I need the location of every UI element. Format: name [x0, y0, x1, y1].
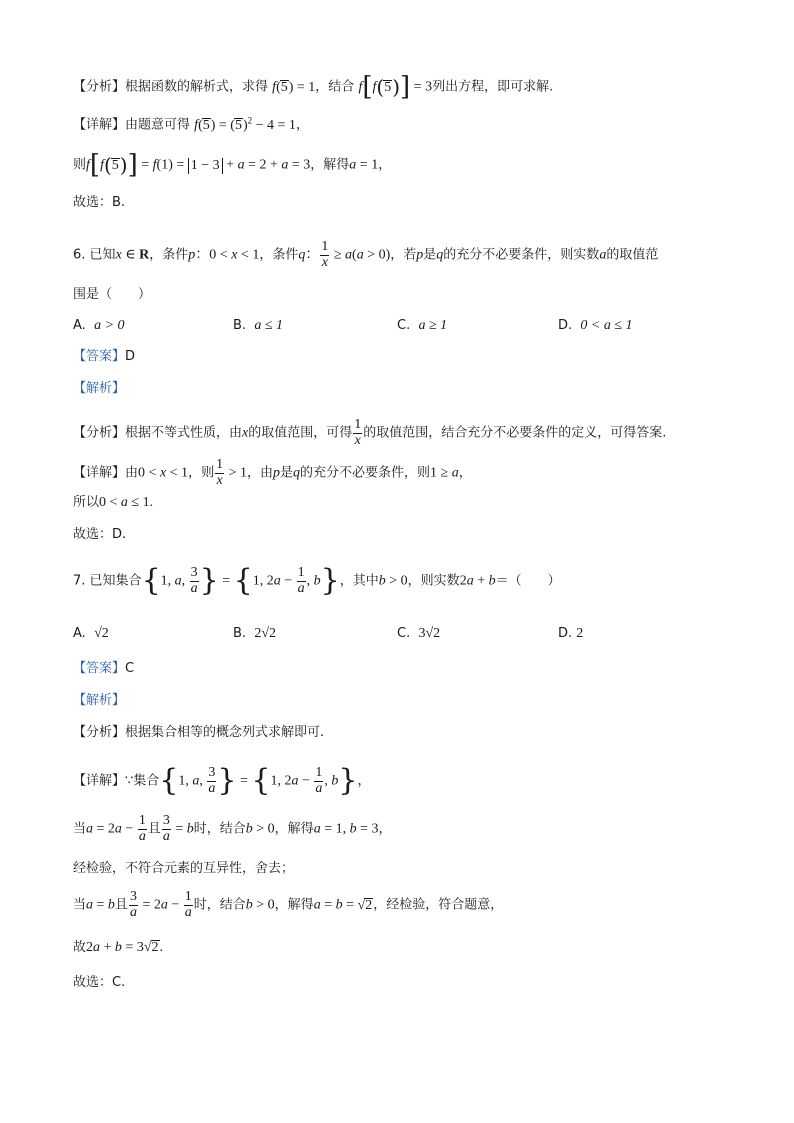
q7-analysis: 【分析】根据集合相等的概念列式求解即可. — [73, 725, 325, 740]
q7-option-d: D. 2 — [558, 626, 584, 641]
q6-option-b: B. a ≤ 1 — [233, 318, 284, 333]
q7-case2: 当a = b且 $\frac{3}{a}$ = 2a − $\frac{1}{a}$ 时，结合b > 0，解得a = b = √2，经检验，符合题意， — [73, 889, 504, 920]
q7-option-c: C. 3√2 — [397, 626, 441, 641]
q6-option-c: C. a ≥ 1 — [397, 318, 448, 333]
q6-analysis: 【分析】根据不等式性质，由x的取值范围，可得 $\frac{1}{x}$ 的取值范围，结合充分不必要条件的定义，可得答案. — [73, 417, 667, 448]
q6-option-d: D. 0 < a ≤ 1 — [558, 318, 633, 333]
q6-answer: 【答案】D — [73, 349, 136, 364]
q7-reject: 经检验，不符合元素的互异性，舍去； — [73, 861, 295, 876]
q7-option-a: A. √2 — [73, 626, 109, 641]
q7-detail: 【详解】∵集合{1, a, $\frac{3}{a}$ } = {1, 2a − $\frac{1}{a}$ , b}， — [73, 763, 371, 799]
q7-choice: 故选：C. — [73, 975, 126, 990]
tag-jiexi: 【解析】 — [73, 381, 126, 396]
q5-choice: 故选：B. — [73, 195, 126, 210]
tag-detail: 【详解】 — [73, 117, 126, 133]
q6-stem: 6. 已知x ∈ R，条件p：0 < x < 1，条件q： $\frac{1}{x}$ ≥ a(a > 0)，若p是q的充分不必要条件，则实数a的取值范 — [73, 239, 659, 270]
q7-case1: 当a = 2a − $\frac{1}{a}$ 且 $\frac{3}{a}$ = b时，结合b > 0，解得a = 1, b = 3， — [73, 813, 392, 844]
q5-analysis: 【分析】根据函数的解析式，求得 f(5) = 1，结合 f[f(5)] = 3列出方程，即可求解. — [73, 72, 554, 102]
q6-choice: 故选：D. — [73, 527, 127, 542]
q6-so: 所以0 < a ≤ 1. — [73, 495, 154, 510]
q6-detail: 【详解】由0 < x < 1，则 $\frac{1}{x}$ > 1，由p是q的充分不必要条件，则1 ≥ a， — [73, 457, 472, 488]
tag-analysis: 【分析】 — [73, 79, 126, 95]
question-number: 7. — [73, 573, 86, 589]
q7-so: 故2a + b = 3√2. — [73, 940, 164, 955]
q6-stem-line2: 围是（ ） — [73, 287, 152, 302]
q5-detail: 【详解】由题意可得 $f(5) = (5)^2 - 4 = 1$， — [73, 115, 309, 133]
q7-stem: 7. 已知集合{1, a, $\frac{3}{a}$ } = {1, 2a − $\frac{1}{a}$ , b}，其中b > 0，则实数2a + b＝（ ） — [73, 563, 561, 599]
q5-then: 则f[f(5)] = f(1) = 1 − 3 + a = 2 + a = 3，解得a = 1， — [73, 150, 392, 180]
question-number: 6. — [73, 247, 86, 263]
tag-answer: 【答案】 — [73, 349, 126, 364]
q7-option-b: B. 2√2 — [233, 626, 277, 641]
q6-jiexi — [73, 382, 125, 395]
q7-answer: 【答案】C — [73, 661, 135, 676]
q6-option-a: A. a > 0 — [73, 318, 125, 333]
q7-jiexi: 【解析】 — [73, 693, 126, 708]
